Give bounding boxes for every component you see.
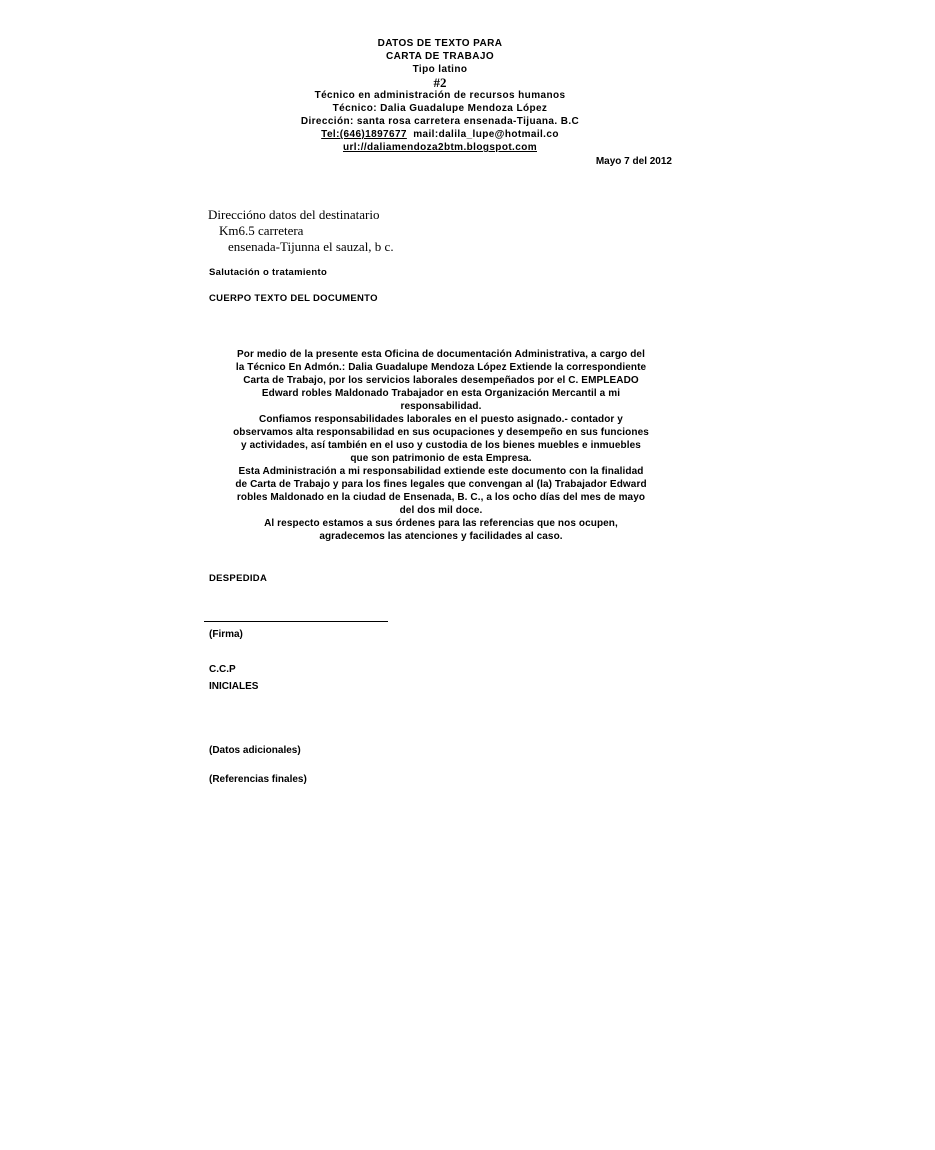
body-line: Por medio de la presente esta Oficina de documentación Administrativa, a cargo del (237, 349, 645, 360)
recipient-address-line-2: ensenada-Tijunna el sauzal, b c. (228, 239, 394, 254)
body-line: robles Maldonado en la ciudad de Ensenada, B. C., a los ocho días del mes de mayo (236, 492, 646, 503)
recipient-title: Direccióno datos del destinatario (208, 207, 380, 222)
body-line: Esta Administración a mi responsabilidad extiende este documento con la finalidad (238, 466, 644, 477)
body-line: Al respecto estamos a sus órdenes para las referencias que nos ocupen, (264, 518, 618, 529)
header-occupation: Técnico en administración de recursos humanos (314, 90, 566, 101)
body-line: y actividades, así también en el uso y custodia de los bienes muebles e inmuebles (241, 440, 641, 451)
ccp-label: C.C.P (209, 664, 236, 675)
body-line: del dos mil doce. (399, 505, 483, 516)
letter-date: Mayo 7 del 2012 (595, 156, 672, 167)
signature-line (204, 621, 388, 622)
closing: DESPEDIDA (209, 573, 268, 584)
header-contact (240, 128, 640, 141)
additional-data-label: (Datos adicionales) (209, 745, 301, 756)
letter-body (206, 348, 676, 543)
header-number: #2 (433, 75, 447, 90)
recipient-block (208, 207, 394, 255)
header-title-line-2: CARTA DE TRABAJO (385, 51, 495, 62)
header-technician: Técnico: Dalia Guadalupe Mendoza López (332, 103, 548, 114)
body-line: que son patrimonio de esta Empresa. (350, 453, 532, 464)
header-mail: mail:dalila_lupe@hotmail.co (406, 129, 559, 140)
recipient-address-line-1: Km6.5 carretera (219, 223, 304, 238)
body-line: Carta de Trabajo, por los servicios laborales desempeñados por el C. EMPLEADO (243, 375, 639, 386)
header-address: Dirección: santa rosa carretera ensenada-Tijuana. B.C (300, 116, 580, 127)
body-line: la Técnico En Admón.: Dalia Guadalupe Mendoza López Extiende la correspondiente (235, 362, 647, 373)
body-line: de Carta de Trabajo y para los fines legales que convengan al (la) Trabajador Edward (235, 479, 647, 490)
body-heading: CUERPO TEXTO DEL DOCUMENTO (209, 293, 378, 304)
header-tel-link[interactable]: Tel:(646)1897677 (321, 129, 407, 140)
salutation: Salutación o tratamiento (209, 267, 328, 278)
final-references-label: (Referencias finales) (209, 774, 307, 785)
body-line: observamos alta responsabilidad en sus ocupaciones y desempeño en sus funciones (233, 427, 649, 438)
signature-label: (Firma) (209, 629, 243, 640)
letter-header (240, 37, 640, 154)
body-line: Edward robles Maldonado Trabajador en esta Organización Mercantil a mi (261, 388, 621, 399)
body-line: agradecemos las atenciones y facilidades al caso. (319, 531, 563, 542)
body-line: responsabilidad. (400, 401, 482, 412)
header-url-line (240, 141, 640, 154)
body-line: Confiamos responsabilidades laborales en el puesto asignado.- contador y (259, 414, 623, 425)
header-url-link[interactable]: url://daliamendoza2btm.blogspot.com (342, 142, 537, 153)
initials-label: INICIALES (209, 681, 259, 692)
header-title-line-1: DATOS DE TEXTO PARA (377, 38, 503, 49)
header-font-type: Tipo latino (412, 64, 468, 75)
